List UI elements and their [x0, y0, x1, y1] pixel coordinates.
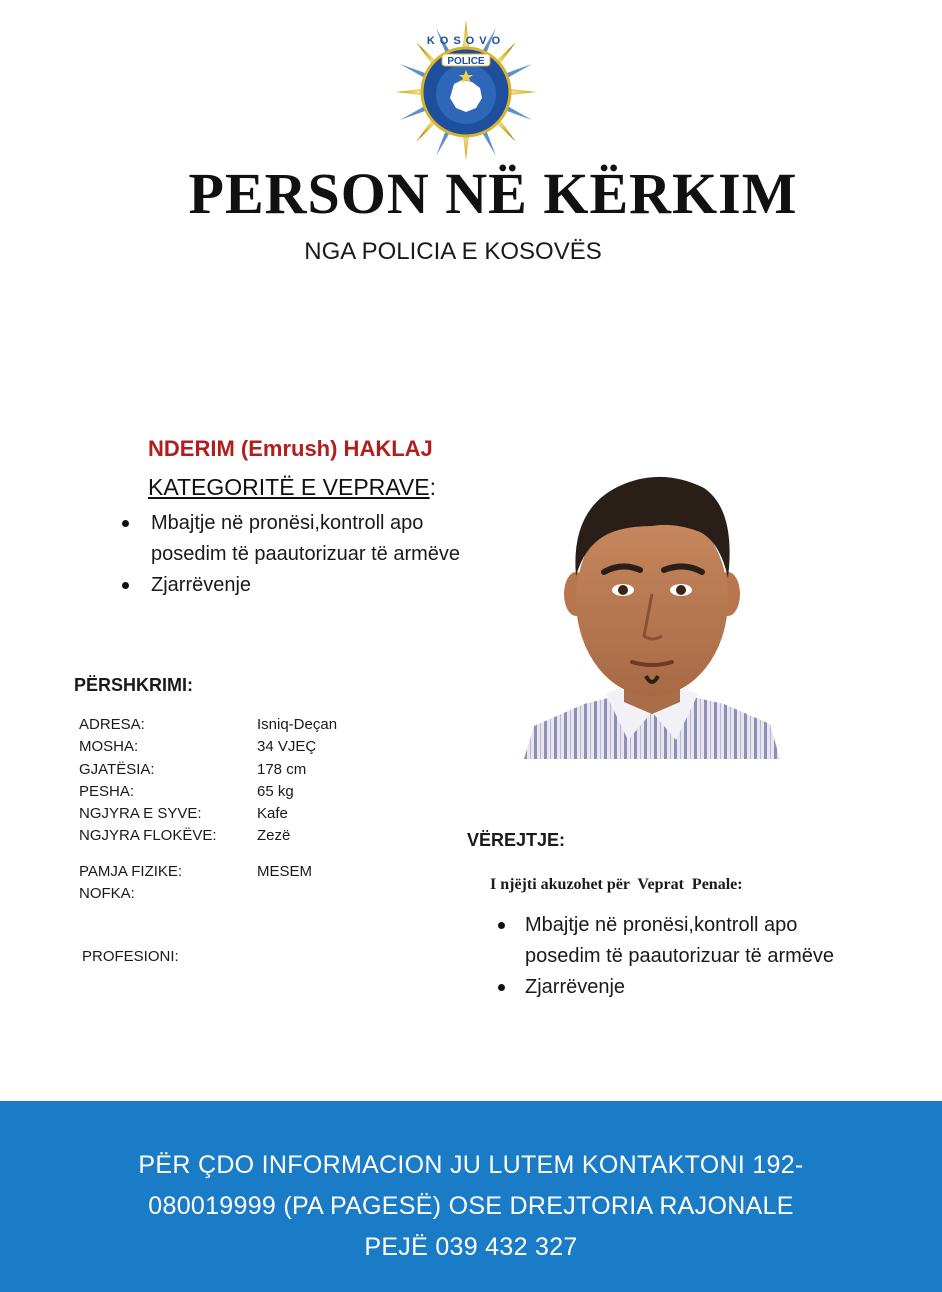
footer-line: PËR ÇDO INFORMACION JU LUTEM KONTAKTONI 192- [138, 1151, 804, 1179]
list-item-line: Zjarrëvenje [525, 976, 626, 998]
logo-ring-text: KOSOVO [426, 35, 506, 47]
row-value: 65 kg [257, 783, 294, 800]
description-row-profession [82, 948, 179, 965]
description-row-eye-color [79, 805, 288, 822]
row-label: PAMJA FIZIKE: [79, 863, 183, 880]
notes-subheading: I njëjti akuzohet për Veprat Penale: [490, 876, 743, 893]
row-label: NGJYRA FLOKËVE: [79, 827, 217, 844]
row-label: GJATËSIA: [79, 761, 155, 778]
footer-line: 080019999 (PA PAGESË) OSE DREJTORIA RAJONALE [148, 1192, 794, 1220]
description-row-appearance [79, 863, 313, 880]
row-label: PESHA: [79, 783, 135, 800]
row-label: NGJYRA E SYVE: [79, 805, 202, 822]
description-row-weight [79, 783, 294, 800]
suspect-photo [524, 466, 780, 759]
description-row-address [79, 716, 338, 733]
categories-heading [148, 474, 436, 501]
bullet-icon [122, 582, 129, 589]
notes-heading: VËREJTJE: [467, 830, 566, 850]
description-heading: PËRSHKRIMI: [74, 675, 194, 695]
row-label: NOFKA: [79, 885, 135, 902]
row-value: 178 cm [257, 761, 307, 778]
notes-list [494, 910, 914, 1003]
list-item-line: posedim të paautorizuar të armëve [525, 945, 835, 967]
person-name: NDERIM (Emrush) HAKLAJ [148, 436, 433, 461]
row-label: MOSHA: [79, 738, 139, 755]
description-row-hair-color [79, 827, 291, 844]
description-row-height [79, 761, 307, 778]
list-item-line: posedim të paautorizuar të armëve [151, 543, 461, 565]
list-item [494, 972, 914, 1003]
list-item-line: Mbajtje në pronësi,kontroll apo [151, 512, 424, 534]
page-title: PERSON NË KËRKIM [188, 161, 798, 226]
list-item-line: Mbajtje në pronësi,kontroll apo [525, 914, 798, 936]
contact-footer [0, 1101, 942, 1292]
bullet-icon [498, 984, 505, 991]
kosovo-police-logo-icon [396, 20, 536, 160]
bullet-icon [498, 922, 505, 929]
row-label: ADRESA: [79, 716, 145, 733]
row-label: PROFESIONI: [82, 948, 179, 965]
list-item-line: Zjarrëvenje [151, 574, 252, 596]
description-row-age [79, 738, 317, 755]
categories-list [118, 508, 518, 601]
row-value: Zezë [257, 827, 291, 844]
list-item [118, 570, 518, 601]
categories-label: KATEGORITË E VEPRAVE [148, 474, 430, 500]
bullet-icon [122, 520, 129, 527]
logo-badge-text: POLICE [447, 56, 485, 67]
row-value: MESEM [257, 863, 313, 880]
row-value: 34 VJEÇ [257, 738, 317, 755]
description-row-nickname [79, 885, 135, 902]
footer-text [0, 1145, 942, 1268]
list-item [494, 910, 914, 972]
row-value: Isniq-Deçan [257, 716, 338, 733]
page-subtitle: NGA POLICIA E KOSOVËS [304, 238, 602, 265]
row-value: Kafe [257, 805, 288, 822]
categories-colon: : [429, 474, 436, 500]
list-item [118, 508, 518, 570]
footer-line: PEJË 039 432 327 [364, 1233, 578, 1261]
